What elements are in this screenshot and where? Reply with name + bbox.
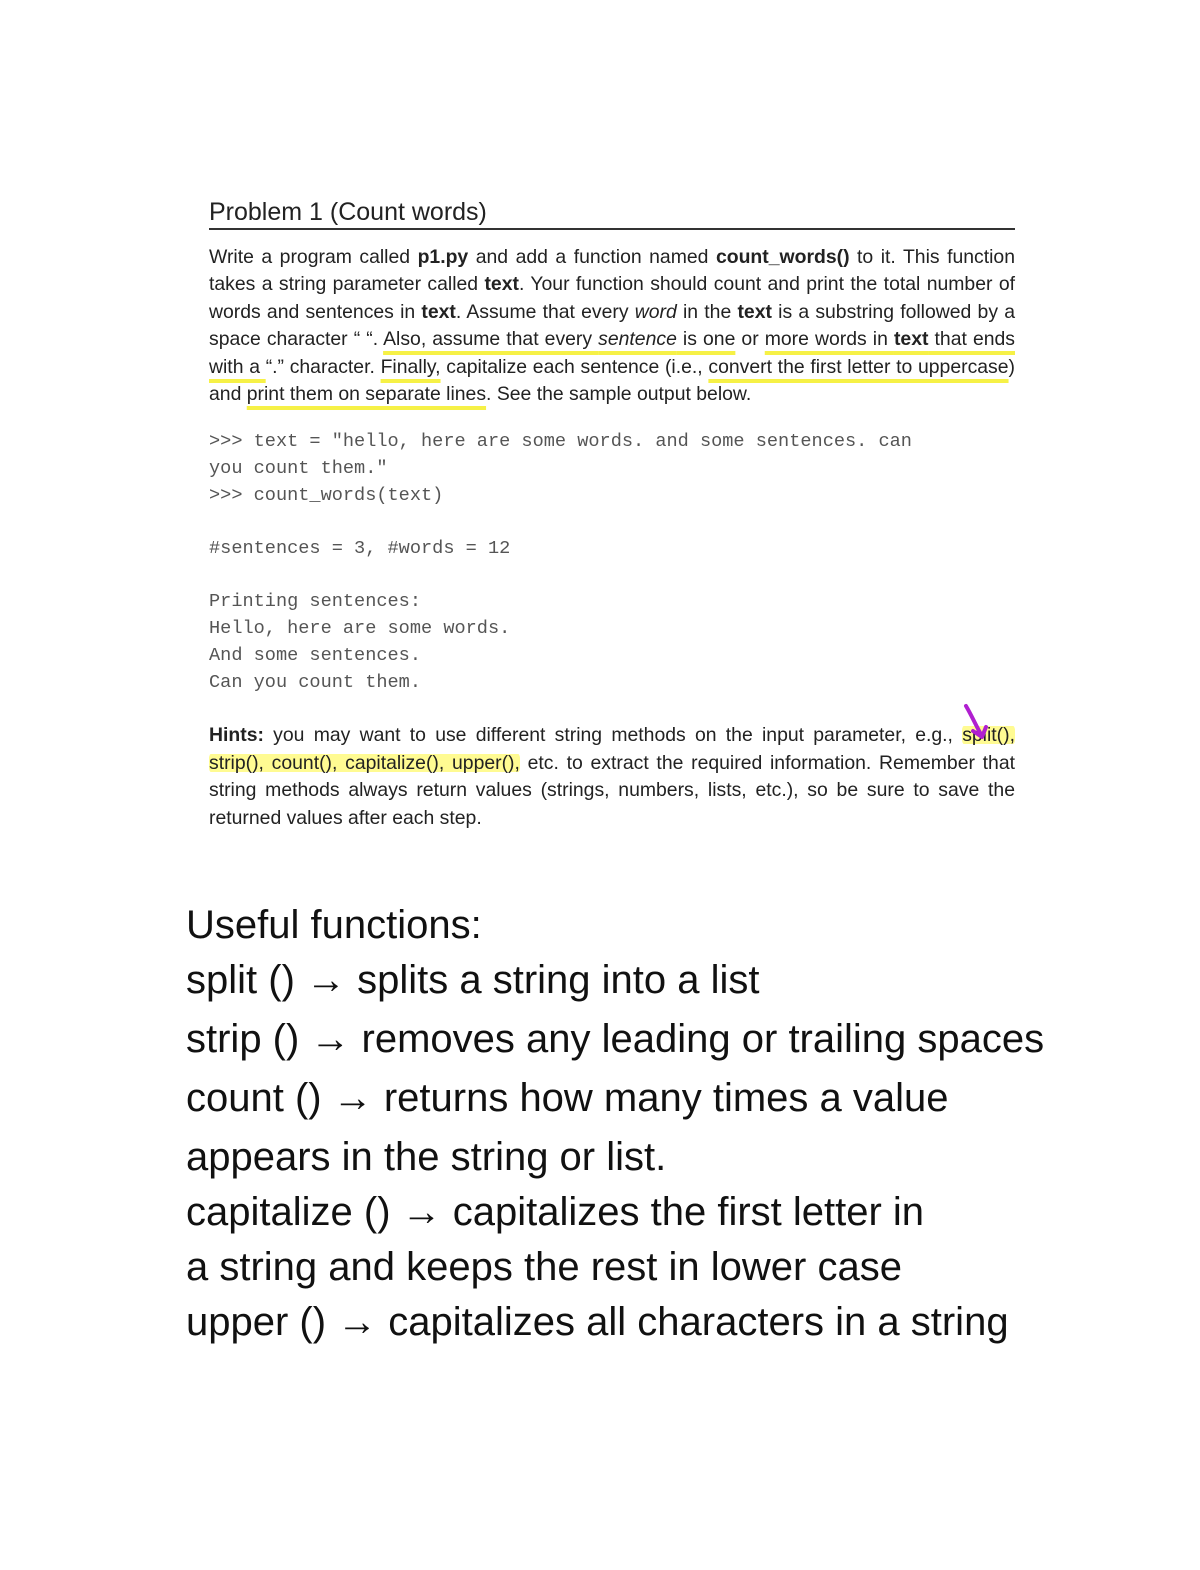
note-line: count () → returns how many times a value — [186, 1076, 949, 1120]
hints-text: etc. to extract the required information. Remember that string methods always return values (strings, numbers, lists, etc.), so be sure to save the returned values after each step. — [209, 751, 1016, 829]
highlighted-phrase: convert the first letter to uppercase — [708, 355, 1009, 378]
function-name: count_words() — [715, 246, 850, 268]
desc-text: . Your function should count and print the total number of words and sentences in — [209, 273, 1015, 323]
desc-text: “.” character. — [265, 355, 381, 378]
highlighted-phrase: print them on separate lines — [246, 383, 487, 406]
curved-arrow-icon — [958, 700, 998, 744]
highlighted-phrase: Also, assume that every sentence is one — [383, 328, 736, 351]
highlighted-phrase: Finally, — [380, 355, 441, 378]
code-line: you count them." — [209, 458, 388, 480]
code-line: And some sentences. — [209, 645, 422, 667]
highlighted-phrase: more words in text that ends with a — [209, 328, 1015, 378]
problem-document — [209, 196, 1015, 832]
problem-title: Problem 1 (Count words) — [209, 196, 1015, 230]
desc-text: in the — [676, 300, 738, 323]
file-name: p1.py — [417, 246, 469, 268]
emphasis-word: word — [634, 300, 677, 323]
code-line: Can you count them. — [209, 672, 422, 694]
note-line: a string and keeps the rest in lower case — [186, 1245, 902, 1289]
note-line: upper () → capitalizes all characters in a string — [186, 1300, 1009, 1344]
useful-heading: Useful functions: — [186, 903, 482, 947]
note-line: capitalize () → capitalizes the first letter in — [186, 1190, 925, 1234]
hints-text: you may want to use different string methods on the input parameter, e.g., — [263, 724, 963, 747]
note-line: split () → splits a string into a list — [186, 958, 760, 1002]
desc-text: capitalize each sentence (i.e., — [440, 355, 709, 378]
code-line: #sentences = 3, #words = 12 — [209, 538, 511, 560]
highlighted-methods: strip(), count(), capitalize(), upper(), — [209, 751, 520, 774]
desc-text: ) and — [209, 355, 1016, 406]
desc-text: Write a program called — [209, 246, 418, 268]
param-name: text — [737, 300, 772, 323]
hints-label: Hints: — [209, 724, 264, 747]
note-line: appears in the string or list. — [186, 1135, 667, 1179]
code-line: Printing sentences: — [209, 591, 422, 613]
useful-functions-notes — [186, 900, 1186, 1352]
desc-text: . Assume that every — [455, 300, 635, 323]
code-line: >>> text = "hello, here are some words. and some sentences. can — [209, 431, 912, 453]
code-line: >>> count_words(text) — [209, 485, 444, 507]
highlighted-method: split(), — [962, 724, 1015, 747]
param-name: text — [484, 273, 519, 296]
sample-output-code — [209, 428, 1015, 696]
desc-text: is a substring followed by a space character “ “. — [209, 300, 1015, 351]
desc-text: to it. This function takes a string parameter called — [209, 246, 1015, 296]
desc-text: . See the sample output below. — [486, 383, 752, 406]
hints-paragraph — [209, 722, 1015, 832]
param-name: text — [421, 300, 456, 323]
desc-text: and add a function named — [468, 246, 716, 268]
desc-text: or — [735, 328, 765, 351]
problem-description — [209, 244, 1015, 408]
note-line: strip () → removes any leading or trailing spaces — [186, 1017, 1045, 1061]
code-line: Hello, here are some words. — [209, 618, 511, 640]
